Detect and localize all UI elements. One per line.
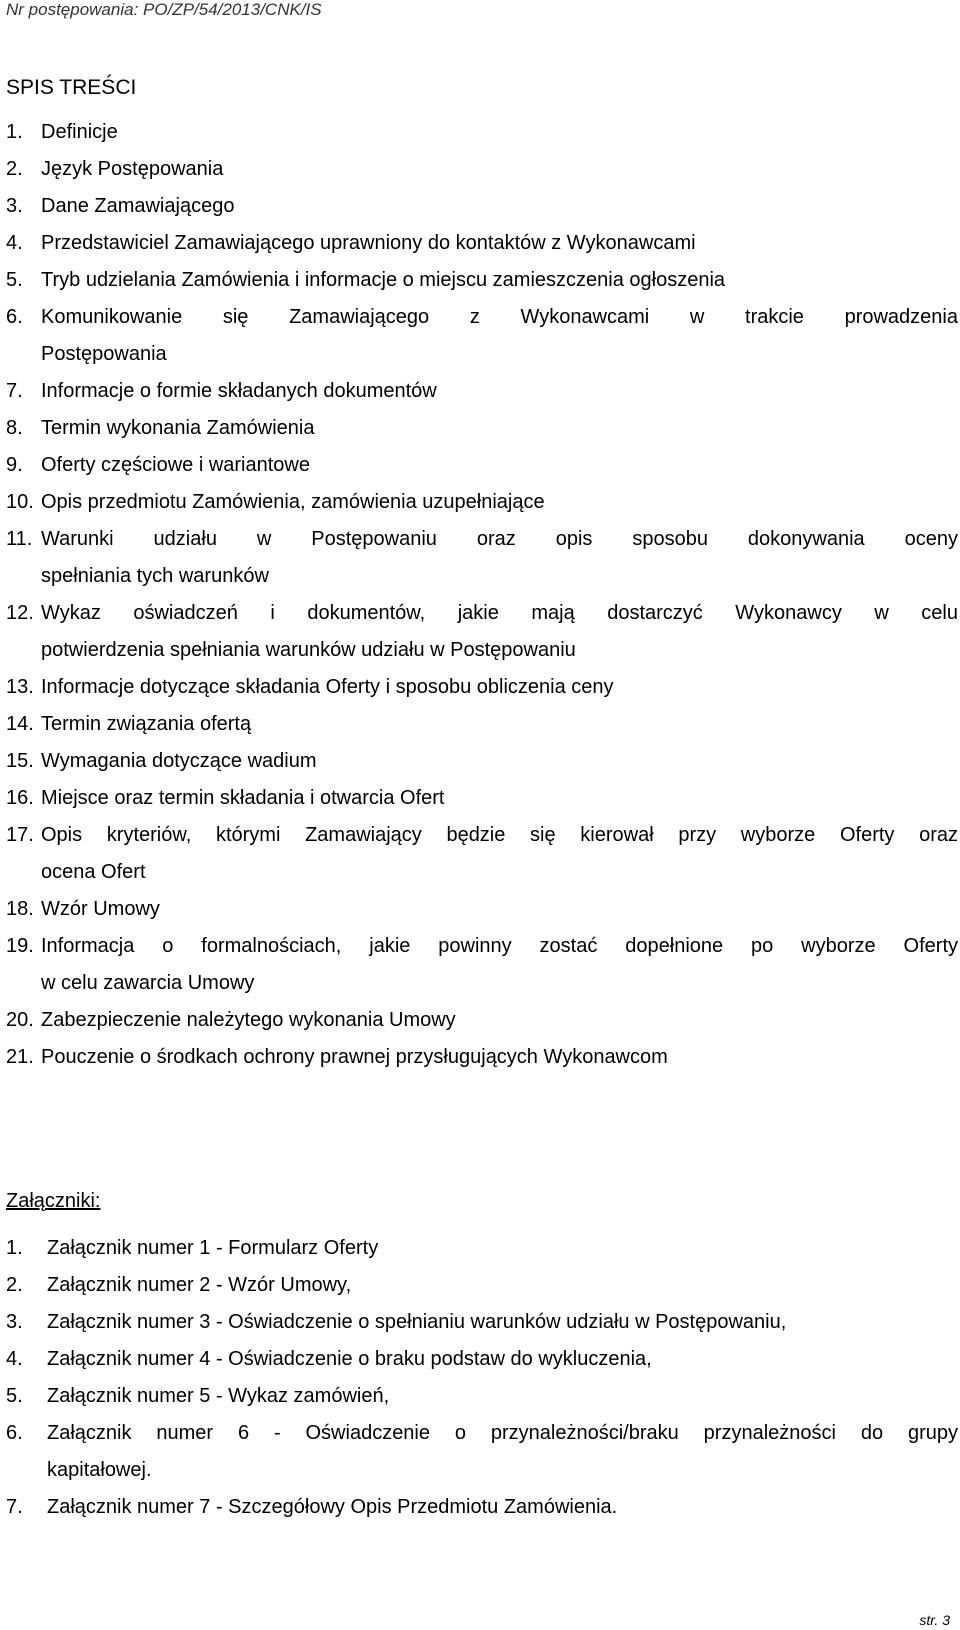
item-text: Załącznik numer 1 - Formularz Oferty [47,1237,379,1259]
toc-item [6,484,958,521]
toc-item [6,780,958,817]
item-text: Pouczenie o środkach ochrony prawnej przysługujących Wykonawcom [41,1046,668,1068]
item-number: 5. [6,269,23,291]
toc-item [6,743,958,780]
item-text: Wymagania dotyczące wadium [41,750,317,772]
item-number: 8. [6,417,23,439]
item-number: 17. [6,824,34,846]
item-number: 5. [6,1385,23,1407]
toc-item [6,188,958,225]
item-text-continuation: Postępowania [41,343,167,365]
item-text: Definicje [41,121,118,143]
item-text: Wykaz oświadczeń i dokumentów, jakie mają dostarczyć Wykonawcy w celu [41,602,958,624]
item-number: 20. [6,1009,34,1031]
item-number: 2. [6,1274,23,1296]
toc-item [6,1039,958,1076]
toc-title: SPIS TREŚCI [6,76,137,99]
item-text-continuation: ocena Ofert [41,861,146,883]
item-number: 3. [6,195,23,217]
item-text: Załącznik numer 7 - Szczegółowy Opis Przedmiotu Zamówienia. [47,1496,618,1518]
item-number: 21. [6,1046,34,1068]
item-text: Załącznik numer 6 - Oświadczenie o przynależności/braku przynależności do grupy [47,1422,958,1444]
toc-item [6,706,958,743]
item-text: Informacja o formalnościach, jakie powinny zostać dopełnione po wyborze Oferty [41,935,958,957]
item-text: Język Postępowania [41,158,224,180]
item-text: Termin związania ofertą [41,713,252,735]
item-text: Przedstawiciel Zamawiającego uprawniony do kontaktów z Wykonawcami [41,232,696,254]
item-number: 4. [6,232,23,254]
page-number: str. 3 [919,1612,950,1628]
toc-item [6,817,958,854]
attachment-item [6,1267,958,1304]
item-number: 7. [6,380,23,402]
item-number: 6. [6,1422,23,1444]
item-text: Załącznik numer 3 - Oświadczenie o spełnianiu warunków udziału w Postępowaniu, [47,1311,787,1333]
attachment-item [6,1489,958,1526]
toc-item [6,114,958,151]
attachments-title: Załączniki: [6,1190,101,1212]
attachment-item [6,1304,958,1341]
item-number: 1. [6,1237,23,1259]
item-number: 4. [6,1348,23,1370]
item-text: Opis kryteriów, którymi Zamawiający będzie się kierował przy wyborze Oferty oraz [41,824,958,846]
item-text: Informacje o formie składanych dokumentów [41,380,437,402]
item-text: Załącznik numer 4 - Oświadczenie o braku podstaw do wykluczenia, [47,1348,652,1370]
toc-item [6,262,958,299]
item-number: 14. [6,713,34,735]
item-text-continuation: w celu zawarcia Umowy [41,972,255,994]
item-text: Komunikowanie się Zamawiającego z Wykonawcami w trakcie prowadzenia [41,306,958,328]
item-number: 6. [6,306,23,328]
attachments-list [6,1230,958,1526]
item-text: Tryb udzielania Zamówienia i informacje o miejscu zamieszczenia ogłoszenia [41,269,726,291]
item-number: 16. [6,787,34,809]
toc-item [6,928,958,965]
item-text: Dane Zamawiającego [41,195,235,217]
item-text: Warunki udziału w Postępowaniu oraz opis sposobu dokonywania oceny [41,528,958,550]
item-text: Informacje dotyczące składania Oferty i sposobu obliczenia ceny [41,676,614,698]
item-number: 7. [6,1496,23,1518]
toc-item [6,447,958,484]
item-number: 3. [6,1311,23,1333]
item-number: 1. [6,121,23,143]
document-header: Nr postępowania: PO/ZP/54/2013/CNK/IS [6,0,322,19]
item-text: Opis przedmiotu Zamówienia, zamówienia uzupełniające [41,491,545,513]
item-text: Zabezpieczenie należytego wykonania Umowy [41,1009,456,1031]
attachment-item [6,1230,958,1267]
item-number: 9. [6,454,23,476]
item-number: 12. [6,602,34,624]
item-number: 13. [6,676,34,698]
toc-item [6,891,958,928]
toc-item [6,1002,958,1039]
item-text: Załącznik numer 5 - Wykaz zamówień, [47,1385,390,1407]
item-text: Oferty częściowe i wariantowe [41,454,310,476]
item-text-continuation: kapitałowej. [47,1459,152,1481]
attachment-item [6,1415,958,1452]
item-text: Miejsce oraz termin składania i otwarcia Ofert [41,787,445,809]
item-number: 2. [6,158,23,180]
toc-item [6,299,958,336]
toc-item [6,151,958,188]
toc-item [6,521,958,558]
item-number: 19. [6,935,34,957]
attachment-item [6,1378,958,1415]
item-number: 11. [6,528,33,550]
item-number: 18. [6,898,34,920]
attachment-item [6,1341,958,1378]
item-text-continuation: spełniania tych warunków [41,565,269,587]
toc-item [6,373,958,410]
item-text: Wzór Umowy [41,898,160,920]
item-number: 15. [6,750,34,772]
item-text: Termin wykonania Zamówienia [41,417,315,439]
item-text: Załącznik numer 2 - Wzór Umowy, [47,1274,352,1296]
toc-item [6,410,958,447]
item-number: 10. [6,491,34,513]
toc-item [6,225,958,262]
table-of-contents [6,114,958,1076]
item-text-continuation: potwierdzenia spełniania warunków udziału w Postępowaniu [41,639,576,661]
toc-item [6,595,958,632]
toc-item [6,669,958,706]
